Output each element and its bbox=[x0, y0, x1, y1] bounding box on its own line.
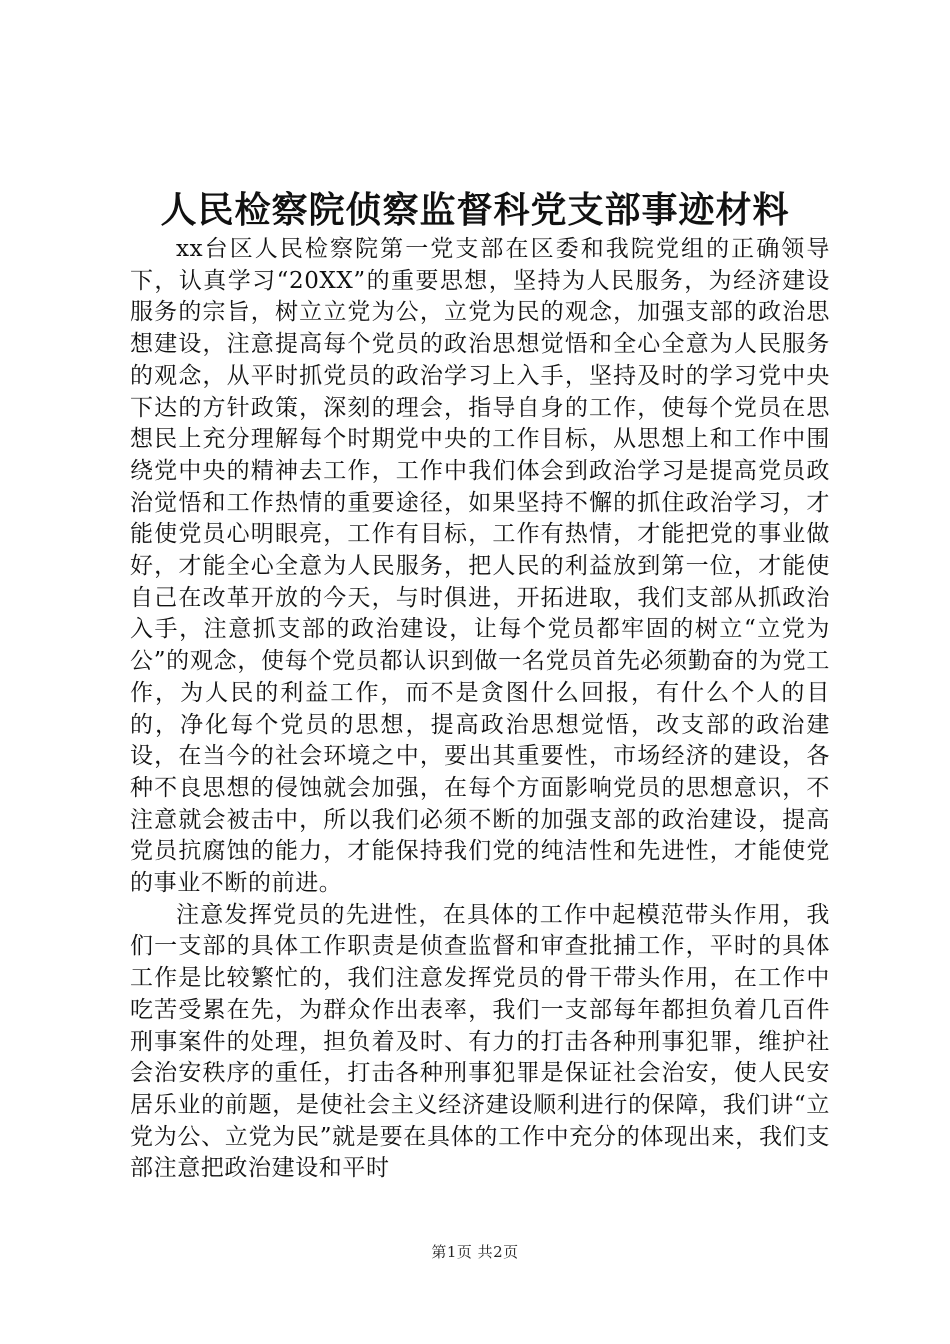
paragraph-1: xx台区人民检察院第一党支部在区委和我院党组的正确领导下，认真学习“20XX”的重要思想，坚持为人民服务，为经济建设服务的宗旨，树立立党为公，立党为民的观念，加强支部的政治思想建设，注意提高每个党员的政治思想觉悟和全心全意为人民服务的观念，从平时抓党员的政治学习上入手，坚持及时的学习党中央下达的方针政策，深刻的理会，指导自身的工作，使每个党员在思想民上充分理解每个时期党中央的工作目标，从思想上和工作中围绕党中央的精神去工作，工作中我们体会到政治学习是提高党员政治觉悟和工作热情的重要途径，如果坚持不懈的抓住政治学习，才能使党员心明眼亮，工作有目标，工作有热情，才能把党的事业做好，才能全心全意为人民服务，把人民的利益放到第一位，才能使自己在改革开放的今天，与时俱进，开拓进取，我们支部从抓政治入手，注意抓支部的政治建设，让每个党员都牢固的树立“立党为公”的观念，使每个党员都认识到做一名党员首先必须勤奋的为党工作，为人民的利益工作，而不是贪图什么回报，有什么个人的目的，净化每个党员的思想，提高政治思想觉悟，改支部的政治建设，在当今的社会环境之中，要出其重要性，市场经济的建设，各种不良思想的侵蚀就会加强，在每个方面影响党员的思想意识，不注意就会被击中，所以我们必须不断的加强支部的政治建设，提高党员抗腐蚀的能力，才能保持我们党的纯洁性和先进性，才能使党的事业不断的前进。 bbox=[130, 236, 830, 897]
document-body bbox=[130, 234, 830, 1185]
page-number: 第1页 共2页 bbox=[431, 1243, 519, 1261]
paragraph-2: 注意发挥党员的先进性，在具体的工作中起模范带头作用，我们一支部的具体工作职责是侦查监督和审查批捕工作，平时的具体工作是比较繁忙的，我们注意发挥党员的骨干带头作用，在工作中吃苦受累在先，为群众作出表率，我们一支部每年都担负着几百件刑事案件的处理，担负着及时、有力的打击各种刑事犯罪，维护社会治安秩序的重任，打击各种刑事犯罪是保证社会治安，使人民安居乐业的前题，是使社会主义经济建设顺利进行的保障，我们讲“立党为公、立党为民”就是要在具体的工作中充分的体现出来，我们支部注意把政治建设和平时 bbox=[130, 901, 830, 1182]
document-title: 人民检察院侦察监督科党支部事迹材料 bbox=[160, 189, 790, 231]
